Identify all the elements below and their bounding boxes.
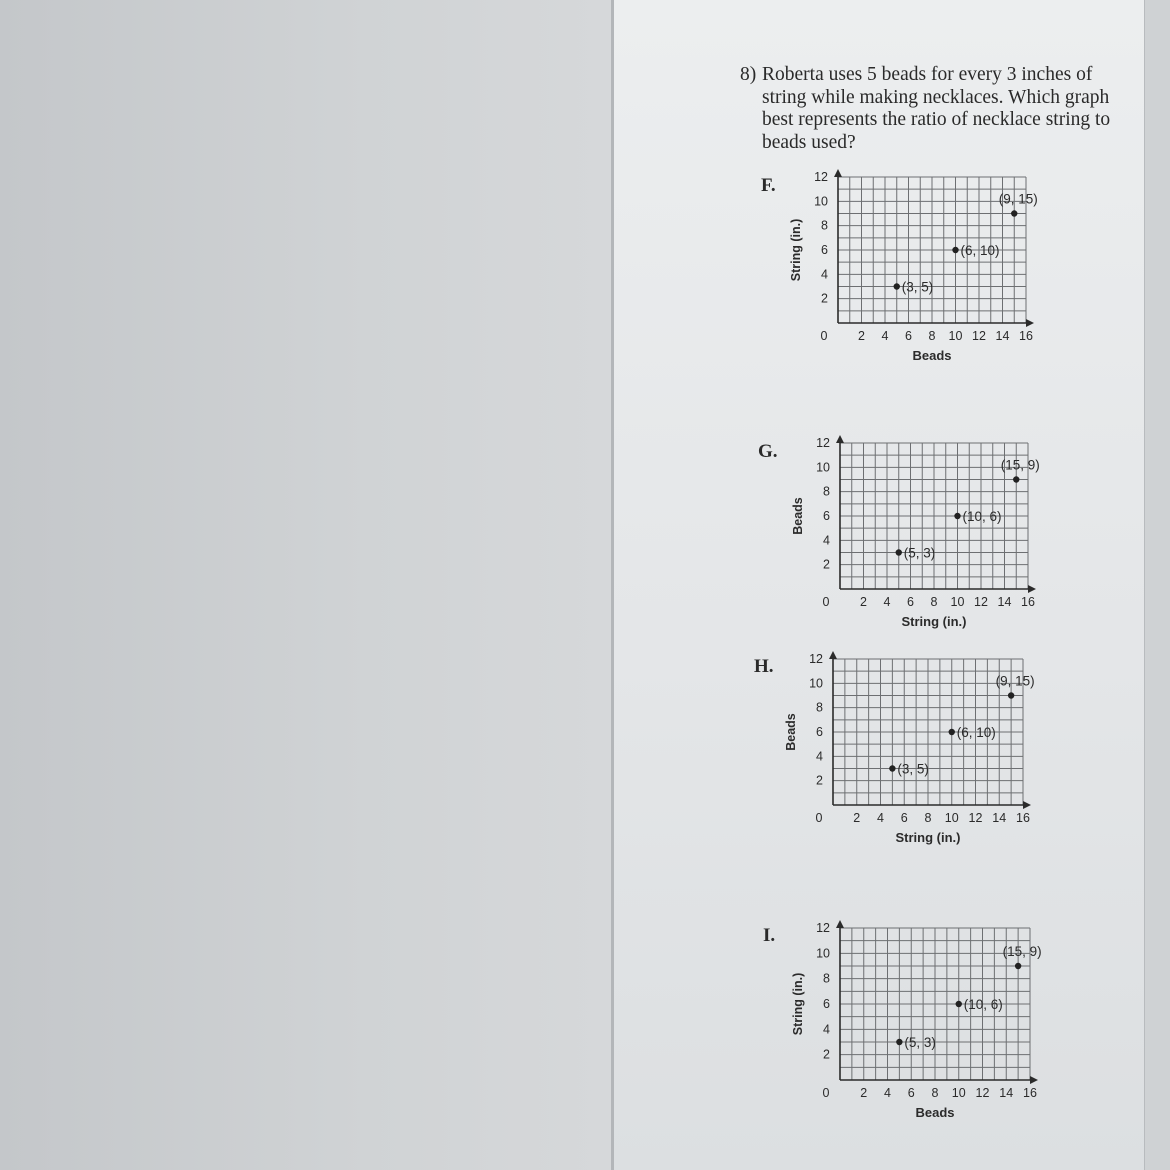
y-tick-label: 12 xyxy=(814,170,828,184)
data-point-label: (3, 5) xyxy=(897,761,929,777)
x-tick-label: 4 xyxy=(883,595,891,609)
x-tick-label: 10 xyxy=(951,1086,966,1100)
x-tick-label: 2 xyxy=(860,1086,868,1100)
y-axis-label: String (in.) xyxy=(789,218,803,282)
data-point xyxy=(896,1039,902,1045)
x-tick-label: 14 xyxy=(995,329,1010,343)
question-text: Roberta uses 5 beads for every 3 inches of string while making necklaces. Which graph best represents the ratio of necklace string to beads used? xyxy=(762,64,1111,153)
y-tick-label: 10 xyxy=(816,946,830,961)
origin-label: 0 xyxy=(822,1086,830,1100)
x-tick-label: 12 xyxy=(974,595,988,609)
x-tick-label: 16 xyxy=(1016,811,1030,825)
option-label-h[interactable]: H. xyxy=(754,656,774,677)
x-axis-label: Beads xyxy=(915,1105,955,1120)
option-label-g[interactable]: G. xyxy=(758,441,778,462)
y-tick-label: 8 xyxy=(816,700,823,715)
x-tick-label: 4 xyxy=(881,329,889,343)
y-tick-label: 6 xyxy=(823,997,830,1011)
x-axis-label: Beads xyxy=(912,348,952,363)
x-tick-label: 14 xyxy=(992,811,1007,825)
x-tick-label: 6 xyxy=(907,1086,915,1100)
x-tick-label: 16 xyxy=(1019,329,1033,343)
data-point-label: (10, 6) xyxy=(962,509,1002,524)
y-axis-label: Beads xyxy=(784,713,798,751)
data-point-label: (10, 6) xyxy=(963,997,1003,1012)
data-point-label: (6, 10) xyxy=(960,243,1000,258)
option-label-i[interactable]: I. xyxy=(763,925,776,946)
x-axis-label: String (in.) xyxy=(901,614,967,629)
x-tick-label: 8 xyxy=(928,329,936,343)
x-tick-label: 14 xyxy=(999,1086,1014,1100)
y-tick-label: 2 xyxy=(816,773,823,788)
x-tick-label: 4 xyxy=(877,811,884,825)
y-tick-label: 12 xyxy=(816,436,830,450)
y-tick-label: 10 xyxy=(809,676,823,691)
y-tick-label: 2 xyxy=(823,1047,830,1062)
data-point xyxy=(956,1001,962,1007)
origin-label: 0 xyxy=(815,811,823,825)
option-label-f[interactable]: F. xyxy=(761,175,776,196)
y-tick-label: 4 xyxy=(816,749,823,764)
x-tick-label: 16 xyxy=(1021,595,1035,609)
y-tick-label: 2 xyxy=(821,291,828,306)
x-tick-label: 6 xyxy=(907,595,914,609)
data-point-label: (9, 15) xyxy=(998,191,1038,207)
y-tick-label: 10 xyxy=(814,194,828,209)
y-tick-label: 4 xyxy=(821,267,828,282)
x-tick-label: 10 xyxy=(950,595,965,609)
y-tick-label: 6 xyxy=(816,725,823,739)
x-tick-label: 6 xyxy=(905,329,912,343)
y-axis-arrow xyxy=(836,920,844,928)
origin-label: 0 xyxy=(820,329,828,343)
data-point-label: (9, 15) xyxy=(995,673,1035,689)
x-axis-arrow xyxy=(1030,1076,1038,1084)
data-point-label: (5, 3) xyxy=(903,545,936,561)
x-tick-label: 14 xyxy=(997,595,1012,609)
y-tick-label: 10 xyxy=(816,460,830,475)
y-tick-label: 8 xyxy=(821,218,828,233)
x-tick-label: 6 xyxy=(900,811,908,825)
y-tick-label: 6 xyxy=(821,243,828,257)
y-tick-label: 8 xyxy=(823,484,830,499)
x-tick-label: 8 xyxy=(931,1086,939,1100)
x-tick-label: 2 xyxy=(860,595,867,609)
x-tick-label: 12 xyxy=(972,329,986,343)
x-axis-label: String (in.) xyxy=(895,830,961,845)
y-axis-label: String (in.) xyxy=(791,972,805,1036)
x-tick-label: 10 xyxy=(944,811,959,825)
y-tick-label: 12 xyxy=(816,921,830,935)
y-tick-label: 4 xyxy=(823,533,830,548)
data-point-label: (15, 9) xyxy=(1002,944,1042,959)
y-tick-label: 6 xyxy=(823,509,830,523)
x-tick-label: 4 xyxy=(884,1086,891,1100)
question-number: 8) xyxy=(740,64,757,85)
data-point-label: (5, 3) xyxy=(904,1035,936,1050)
data-point-label: (6, 10) xyxy=(956,725,996,740)
x-tick-label: 8 xyxy=(930,595,938,609)
origin-label: 0 xyxy=(822,595,830,609)
data-point xyxy=(1015,963,1021,969)
x-tick-label: 2 xyxy=(853,811,861,825)
x-tick-label: 8 xyxy=(924,811,932,825)
y-tick-label: 2 xyxy=(823,557,830,572)
data-point-label: (15, 9) xyxy=(1000,457,1040,473)
x-tick-label: 12 xyxy=(975,1086,990,1100)
y-tick-label: 4 xyxy=(823,1022,830,1037)
y-tick-label: 12 xyxy=(809,652,823,666)
x-tick-label: 12 xyxy=(968,811,983,825)
y-axis-label: Beads xyxy=(791,497,805,535)
x-tick-label: 16 xyxy=(1023,1086,1037,1100)
y-tick-label: 8 xyxy=(823,971,830,986)
x-tick-label: 2 xyxy=(858,329,865,343)
data-point-label: (3, 5) xyxy=(901,279,934,295)
x-tick-label: 10 xyxy=(948,329,963,343)
